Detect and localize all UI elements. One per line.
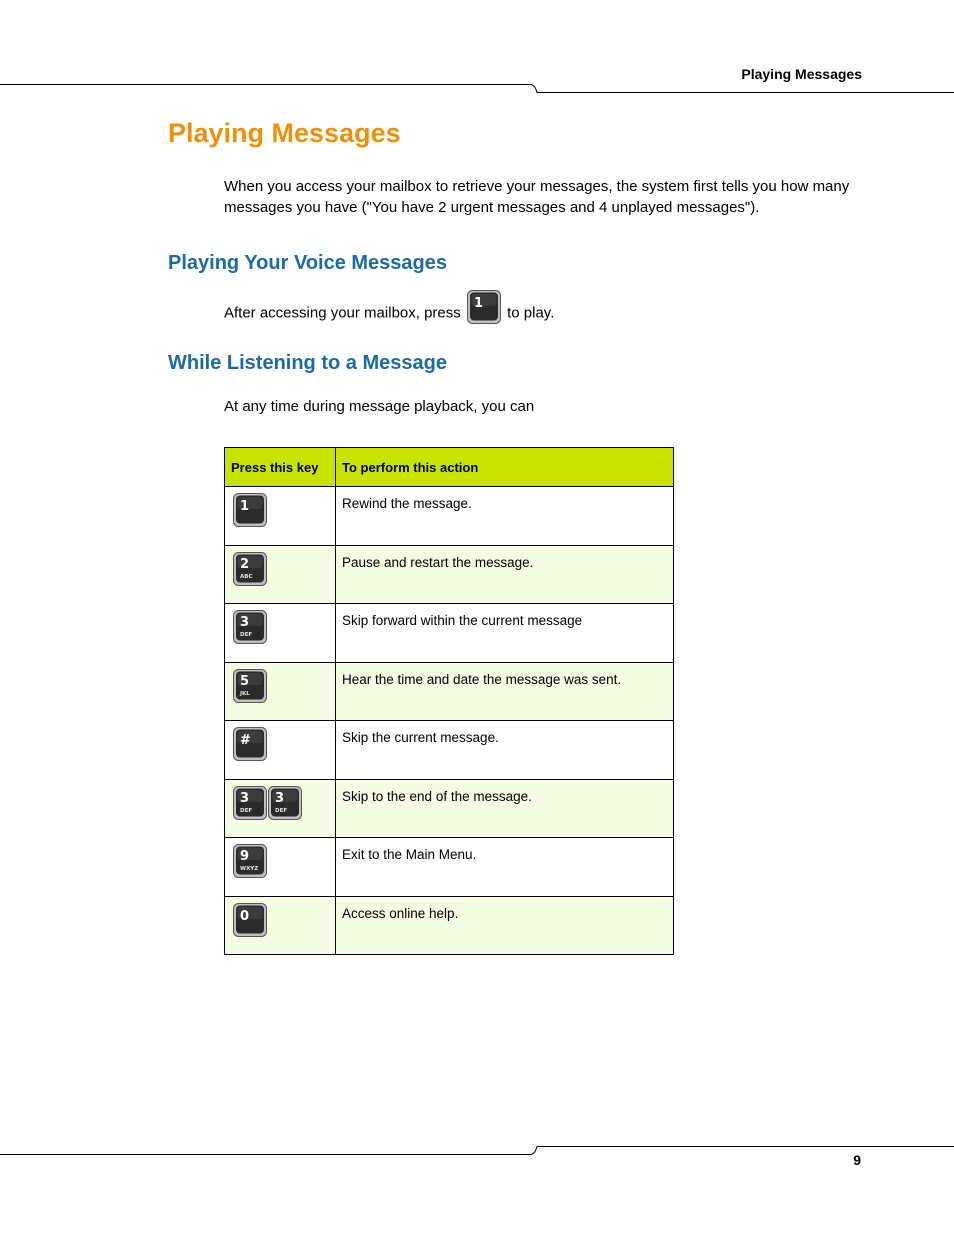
table-row <box>225 779 674 838</box>
key-cell <box>225 779 336 838</box>
intro-paragraph: When you access your mailbox to retrieve your messages, the system first tells you how many messages you have ("You have 2 urgent messages and 4 unplayed messages"). <box>224 178 850 216</box>
key-sub-label: JKL <box>240 690 250 697</box>
key-sub-label: WXYZ <box>240 866 259 872</box>
key-cell <box>225 721 336 780</box>
table-row <box>225 838 674 897</box>
keypad-0-icon <box>233 903 267 940</box>
section-heading-playing: Playing Your Voice Messages <box>168 252 448 274</box>
key-main-label: 1 <box>473 296 483 311</box>
key-main-label: 2 <box>240 556 250 572</box>
section-playing-paragraph <box>224 290 874 337</box>
key-sub-label: DEF <box>275 807 288 814</box>
key-main-label: 1 <box>240 499 250 514</box>
key-sub-label: DEF <box>240 632 253 638</box>
header-rule <box>0 80 954 96</box>
table-header-key: Press this key <box>225 448 336 487</box>
action-cell: Pause and restart the message. <box>336 545 674 604</box>
table-row <box>225 721 674 780</box>
key-cell <box>225 838 336 897</box>
action-cell: Rewind the message. <box>336 487 674 546</box>
key-sub-label: ABC <box>240 573 253 580</box>
page-number: 9 <box>853 1152 861 1168</box>
key-cell <box>225 896 336 955</box>
keypad-1-icon <box>233 493 267 530</box>
table-row <box>225 545 674 604</box>
section-heading-listening: While Listening to a Message <box>168 352 447 374</box>
table-header-action: To perform this action <box>336 448 674 487</box>
keypad-3-icon <box>233 786 267 823</box>
table-row <box>225 487 674 546</box>
section-listening-paragraph: At any time during message playback, you can <box>224 398 535 415</box>
table-row <box>225 662 674 721</box>
key-main-label: # <box>240 733 251 748</box>
key-cell <box>225 545 336 604</box>
key-action-table <box>224 447 674 955</box>
table-row <box>225 604 674 663</box>
action-cell: Skip the current message. <box>336 721 674 780</box>
key-cell <box>225 604 336 663</box>
keypad-pound-icon <box>233 727 267 764</box>
key-main-label: 9 <box>240 849 250 864</box>
section-playing-text-before: After accessing your mailbox, press <box>224 304 461 322</box>
action-cell: Access online help. <box>336 896 674 955</box>
keypad-9-icon <box>233 844 267 881</box>
table-row <box>225 896 674 955</box>
action-cell: Exit to the Main Menu. <box>336 838 674 897</box>
keypad-5-icon <box>233 669 267 706</box>
key-main-label: 0 <box>240 908 250 924</box>
action-cell: Skip forward within the current message <box>336 604 674 663</box>
section-playing-text-after: to play. <box>507 304 555 322</box>
key-cell <box>225 662 336 721</box>
page-title: Playing Messages <box>168 118 401 148</box>
key-cell <box>225 487 336 546</box>
running-header: Playing Messages <box>741 66 862 82</box>
key-main-label: 5 <box>240 673 250 689</box>
keypad-3-icon <box>233 610 267 647</box>
footer-rule <box>0 1142 954 1158</box>
action-cell: Skip to the end of the message. <box>336 779 674 838</box>
table-header-row <box>225 448 674 487</box>
key-sub-label: DEF <box>240 807 253 814</box>
key-main-label: 3 <box>275 790 285 806</box>
action-cell: Hear the time and date the message was sent. <box>336 662 674 721</box>
keypad-2-icon <box>233 552 267 589</box>
key-main-label: 3 <box>240 790 250 806</box>
keypad-3-icon <box>268 786 302 823</box>
keypad-1-icon <box>467 290 501 337</box>
key-main-label: 3 <box>240 615 250 630</box>
